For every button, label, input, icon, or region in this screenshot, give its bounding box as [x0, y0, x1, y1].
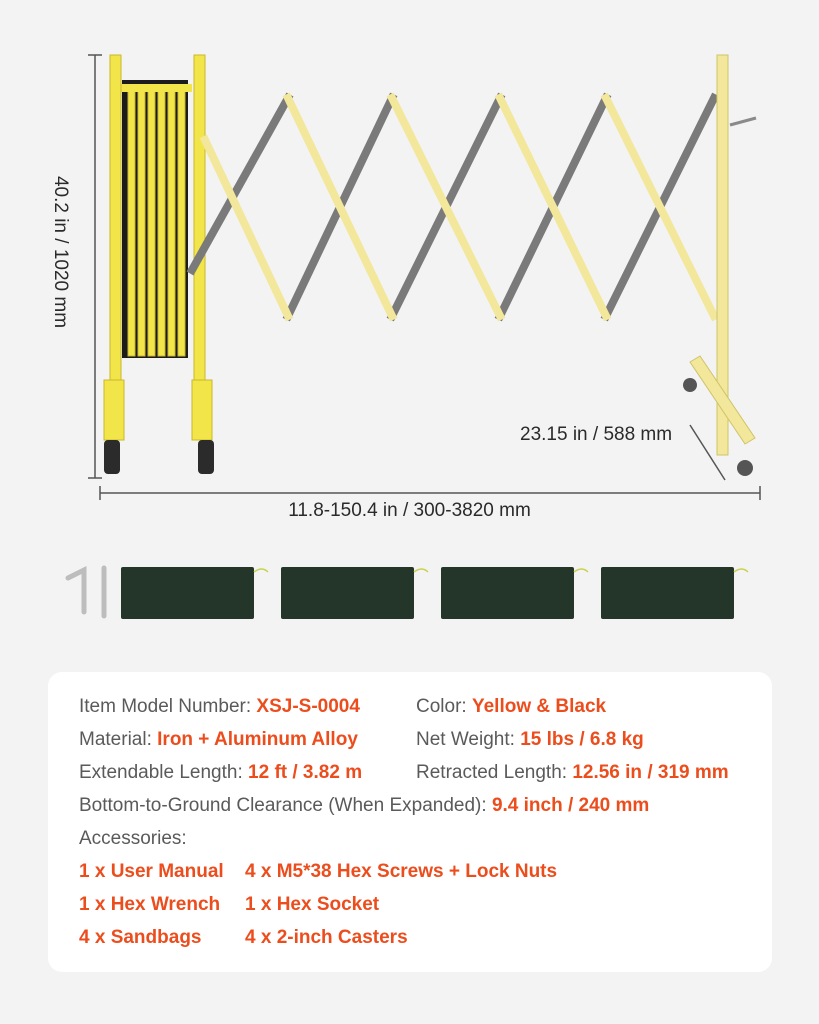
spec-value: 15 lbs / 6.8 kg: [520, 729, 644, 750]
spec-color: [416, 696, 606, 718]
spec-card: [48, 672, 772, 972]
height-dimension-line: [88, 55, 102, 478]
spec-label: Color:: [416, 696, 467, 717]
left-casters: [104, 440, 214, 474]
spec-label: Material:: [79, 729, 152, 750]
spec-label: Item Model Number:: [79, 696, 252, 717]
height-dimension-label: 40.2 in / 1020 mm: [50, 175, 71, 329]
spec-label: Bottom-to-Ground Clearance (When Expanded):: [79, 795, 487, 816]
accessory-item: 4 x M5*38 Hex Screws + Lock Nuts: [245, 861, 558, 882]
width-dimension-line: [100, 486, 760, 500]
accessory-item: 4 x 2-inch Casters: [245, 927, 408, 948]
spec-label: Extendable Length:: [79, 762, 243, 783]
spec-value: 9.4 inch / 240 mm: [491, 795, 650, 816]
spec-value: Yellow & Black: [471, 696, 607, 717]
spec-clearance: [79, 795, 649, 817]
scissor-lattice: [192, 98, 714, 316]
spec-model: [79, 696, 360, 718]
right-post: [690, 55, 755, 455]
latch-hook: [730, 118, 756, 125]
accessories-heading: Accessories:: [79, 828, 187, 849]
sandbag: [601, 567, 734, 619]
spec-value: 12.56 in / 319 mm: [572, 762, 729, 783]
accessory-item: 1 x Hex Socket: [245, 894, 380, 915]
spec-value: XSJ-S-0004: [256, 696, 360, 717]
spec-extendable-length: [79, 762, 362, 784]
sandbag: [441, 567, 574, 619]
spec-label: Net Weight:: [416, 729, 515, 750]
spec-retracted-length: [416, 762, 729, 784]
accessory-item: 1 x User Manual: [79, 861, 224, 882]
depth-dimension-label: 23.15 in / 588 mm: [520, 424, 673, 445]
width-dimension-label: 11.8-150.4 in / 300-3820 mm: [288, 500, 531, 521]
hex-wrench-icon: [68, 568, 104, 616]
spec-value: 12 ft / 3.82 m: [248, 762, 363, 783]
spec-value: Iron + Aluminum Alloy: [157, 729, 358, 750]
sandbag: [121, 567, 254, 619]
accessory-item: 1 x Hex Wrench: [79, 894, 221, 915]
spec-weight: [416, 729, 644, 751]
sandbags: [121, 567, 734, 619]
sandbag: [281, 567, 414, 619]
retracted-panel: [120, 80, 192, 358]
spec-label: Retracted Length:: [416, 762, 568, 783]
accessory-item: 4 x Sandbags: [79, 927, 202, 948]
spec-material: [79, 729, 358, 751]
